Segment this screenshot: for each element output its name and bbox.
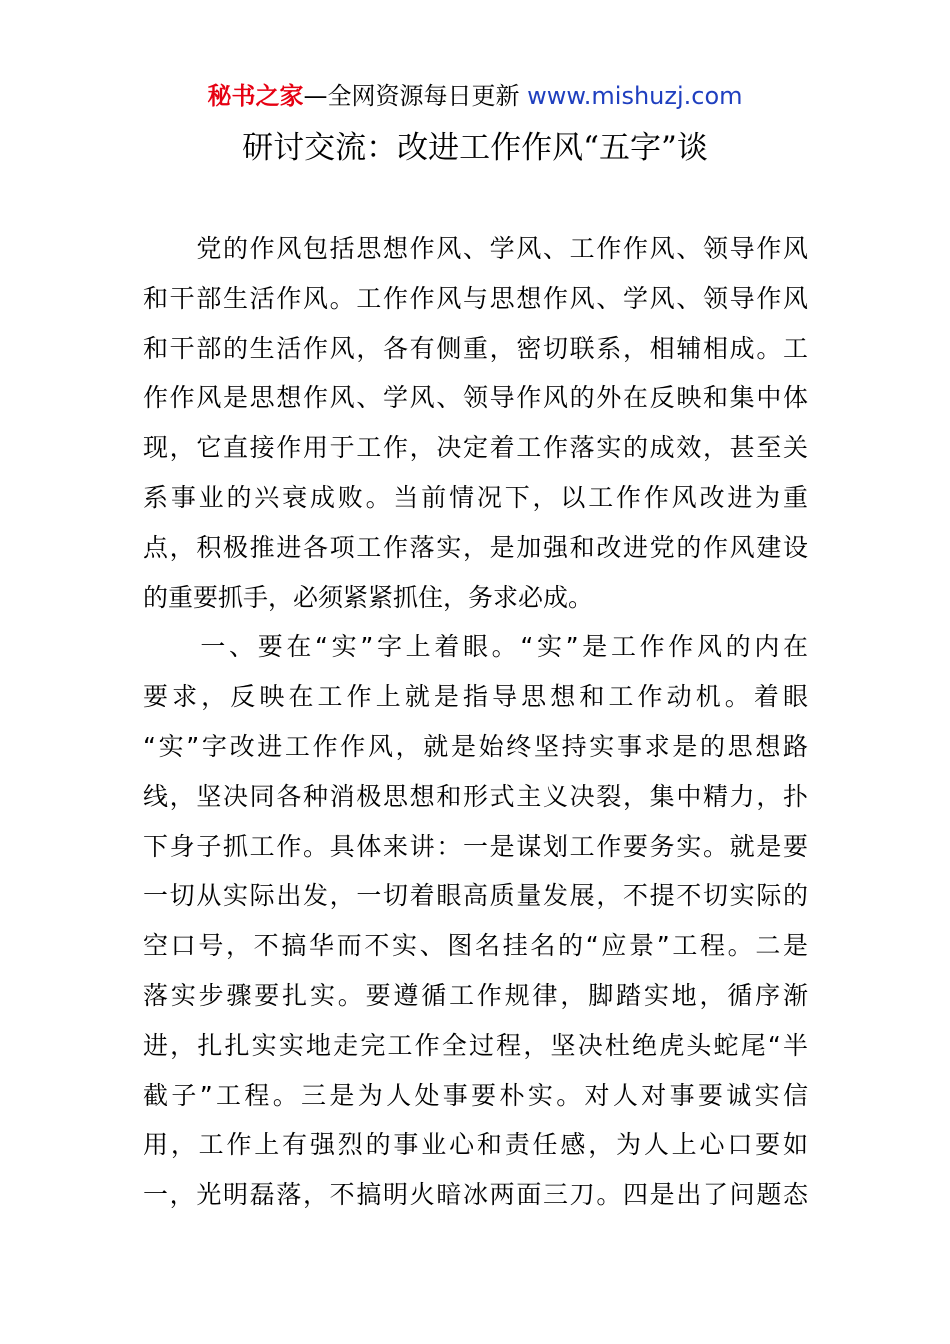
document-body [143,224,808,1220]
paragraph-line: 一、要在“实”字上着眼。“实”是工作作风的内在 [143,632,808,662]
paragraph-line: 下身子抓工作。具体来讲：一是谋划工作要务实。就是要 [143,831,808,861]
paragraph-line: 现，它直接作用于工作，决定着工作落实的成效，甚至关 [143,433,808,463]
paragraph-line: 空口号，不搞华而不实、图名挂名的“应景”工程。二是 [143,931,808,961]
document-title: 研讨交流：改进工作作风“五字”谈 [242,130,708,166]
brand-name: 秘书之家 [207,82,304,110]
paragraph-line: 进，扎扎实实地走完工作全过程，坚决杜绝虎头蛇尾“半 [143,1030,808,1060]
paragraph-line: 党的作风包括思想作风、学风、工作作风、领导作风 [143,234,808,263]
paragraph-line: 落实步骤要扎实。要遵循工作规律，脚踏实地，循序渐 [143,980,808,1010]
header-tagline: —全网资源每日更新 [303,82,528,110]
paragraph-line: “实”字改进工作作风，就是始终坚持实事求是的思想路 [143,731,808,761]
document-header [0,80,950,112]
paragraph-line: 和干部的生活作风，各有侧重，密切联系，相辅相成。工 [143,333,808,363]
site-url-link[interactable]: www.mishuzj.com [527,82,743,110]
paragraph-line: 一切从实际出发，一切着眼高质量发展，不提不切实际的 [143,881,808,911]
paragraph-line: 作作风是思想作风、学风、领导作风的外在反映和集中体 [143,383,808,413]
paragraph-line: 线，坚决同各种消极思想和形式主义决裂，集中精力，扑 [143,781,808,811]
paragraph-line: 要求，反映在工作上就是指导思想和工作动机。着眼 [143,682,808,712]
paragraph-line: 点，积极推进各项工作落实，是加强和改进党的作风建设 [143,532,808,562]
paragraph-2 [143,622,808,1220]
paragraph-1 [143,224,808,622]
paragraph-line: 系事业的兴衰成败。当前情况下，以工作作风改进为重 [143,482,808,512]
paragraph-line: 和干部生活作风。工作作风与思想作风、学风、领导作风 [143,283,808,313]
paragraph-line: 用，工作上有强烈的事业心和责任感，为人上心口要如 [143,1130,808,1160]
paragraph-line: 一，光明磊落，不搞明火暗冰两面三刀。四是出了问题态 [143,1180,808,1210]
paragraph-line: 的重要抓手，必须紧紧抓住，务求必成。 [143,582,594,612]
paragraph-line: 截子”工程。三是为人处事要朴实。对人对事要诚实信 [143,1080,808,1110]
